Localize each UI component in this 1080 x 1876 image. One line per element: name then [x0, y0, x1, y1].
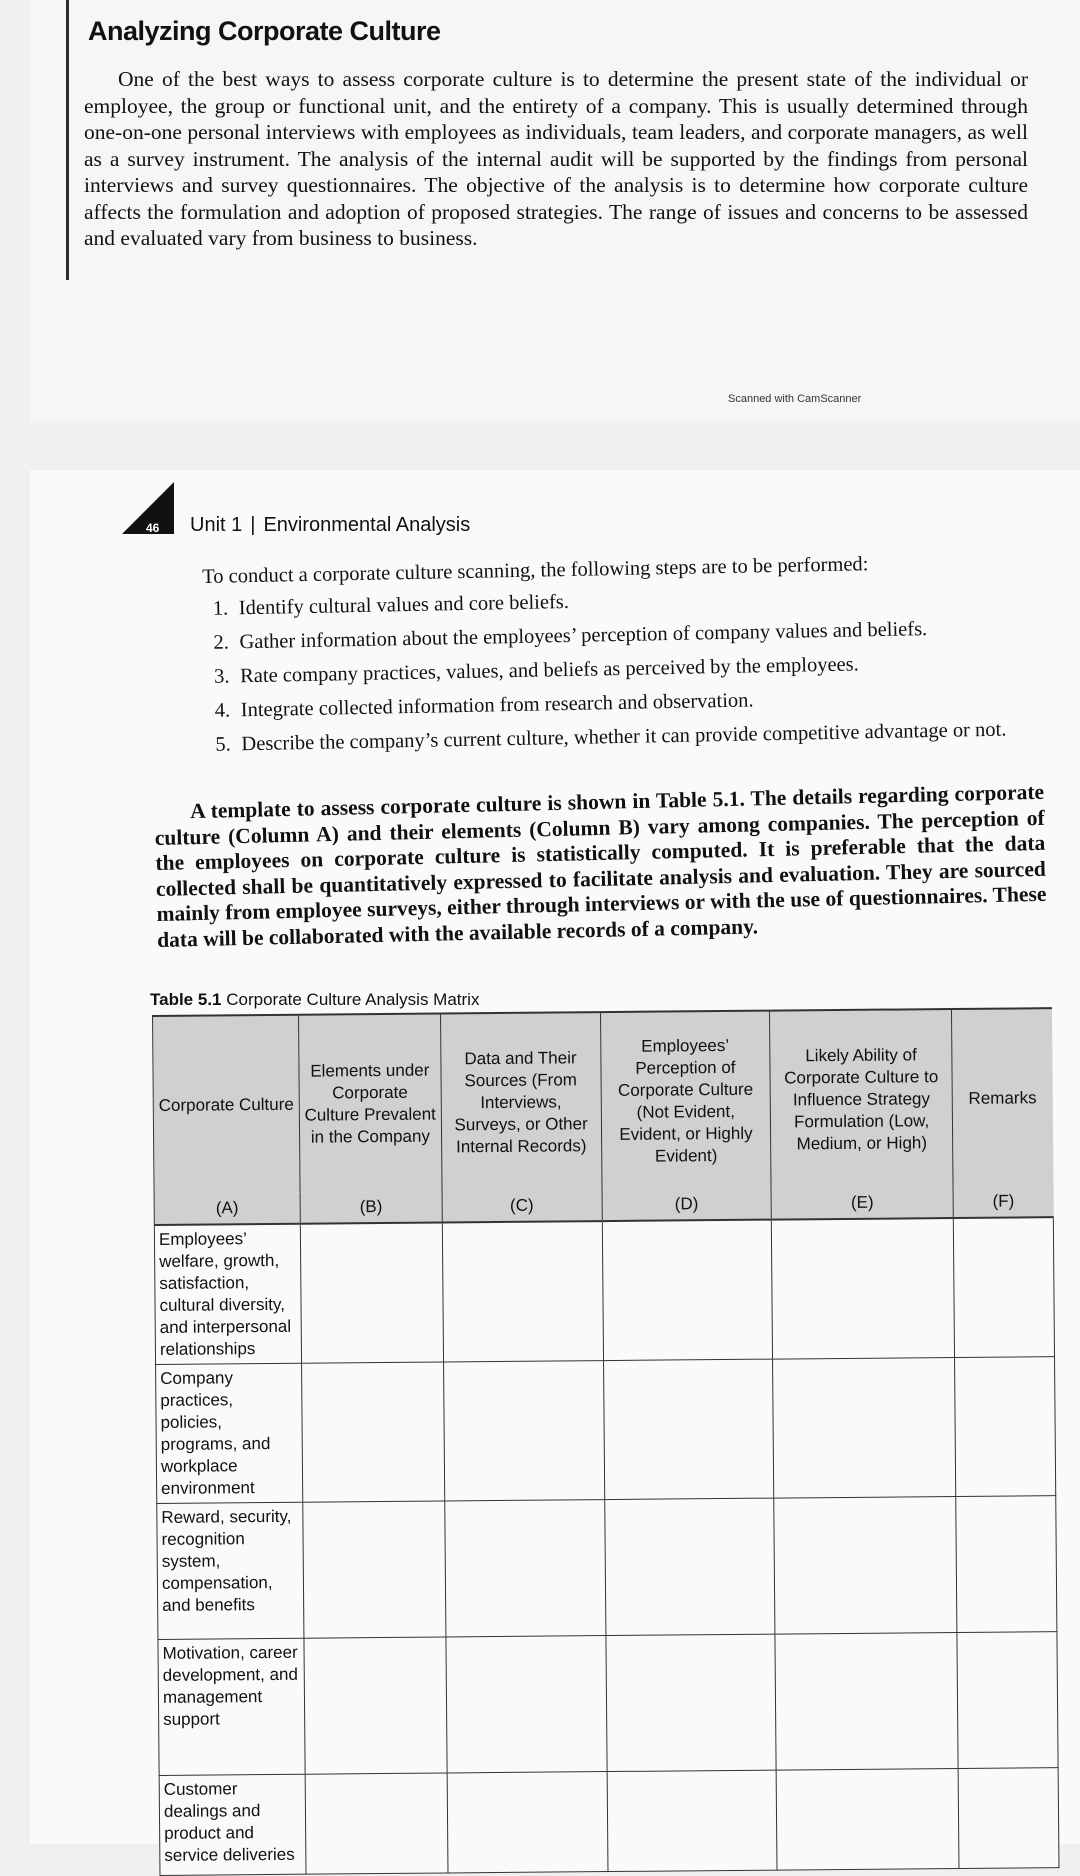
empty-cell — [301, 1362, 444, 1502]
empty-cell — [447, 1772, 608, 1873]
row-label: Customer dealings and product and service deliveries — [159, 1774, 306, 1875]
scanned-page-46 — [30, 470, 1080, 1865]
empty-cell — [956, 1496, 1057, 1633]
scanner-watermark: Scanned with CamScanner — [728, 393, 862, 405]
empty-cell — [604, 1498, 775, 1635]
empty-cell — [775, 1632, 958, 1770]
empty-cell — [957, 1632, 1058, 1769]
empty-cell — [444, 1500, 605, 1637]
scanned-page-top — [30, 0, 1080, 423]
culture-analysis-matrix — [152, 1007, 1059, 1876]
unit-label: Unit 1 — [190, 514, 243, 536]
column-letter: (C) — [442, 1190, 602, 1222]
intro-paragraph: One of the best ways to assess corporate culture is to determine the present state of the individual or employee, the group or functional unit, and the entirety of a company. This is usually determined through one-on-one personal interviews with employees as individuals, team leaders, and corporate managers, as well as a survey instrument. The analysis of the internal audit will be supported by the findings from personal interviews and survey questionnaires. The objective of the analysis is to determine how corporate culture affects the formulation and adoption of proposed strategies. The range of issues and concerns to be assessed and evaluated vary from business to business. — [84, 67, 1028, 250]
steps-intro: To conduct a corporate culture scanning, the following steps are to be performed: — [202, 553, 869, 588]
running-header: Unit 1 | Environmental Analysis — [190, 514, 471, 536]
empty-cell — [772, 1218, 955, 1359]
empty-cell — [305, 1773, 448, 1874]
empty-cell — [605, 1634, 776, 1771]
table-row — [159, 1768, 1059, 1876]
column-letter: (B) — [300, 1191, 442, 1223]
list-item: 2. Gather information about the employees’ perception of company values and beliefs. — [213, 618, 928, 654]
empty-cell — [607, 1770, 778, 1871]
column-letter: (A) — [154, 1193, 300, 1225]
steps-block — [202, 549, 1066, 766]
empty-cell — [776, 1768, 959, 1870]
empty-cell — [958, 1768, 1059, 1869]
header-cell: Corporate Culture — [153, 1015, 300, 1194]
list-item: 1. Identify cultural values and core beliefs. — [212, 590, 570, 620]
empty-cell — [304, 1637, 447, 1774]
list-item: 3. Rate company practices, values, and beliefs as perceived by the employees. — [213, 653, 859, 688]
list-item: 5. Describe the company’s current culture, whether it can provide competitive advantage or not. — [215, 718, 1007, 756]
empty-cell — [955, 1357, 1056, 1497]
table-row — [157, 1496, 1057, 1640]
empty-cell — [446, 1636, 607, 1773]
empty-cell — [774, 1497, 957, 1635]
header-cell: Elements under Corporate Culture Prevalent in the Company — [298, 1013, 441, 1192]
empty-cell — [953, 1217, 1054, 1357]
row-label: Company practices, policies, programs, and workplace environment — [156, 1363, 303, 1503]
column-letter: (D) — [602, 1189, 772, 1221]
empty-cell — [303, 1501, 446, 1638]
row-label: Motivation, career development, and management support — [158, 1638, 305, 1775]
page-number: 46 — [146, 521, 160, 535]
header-cell: Data and Their Sources (From Interviews, Surveys, or Other Internal Records) — [440, 1012, 601, 1191]
column-letter: (F) — [953, 1186, 1053, 1218]
row-label: Reward, security, recognition system, compensation, and benefits — [157, 1502, 304, 1639]
empty-cell — [602, 1220, 773, 1361]
table-row — [156, 1357, 1056, 1504]
header-cell: Employees’ Perception of Corporate Culture (Not Evident, Evident, or Highly Evident) — [600, 1011, 771, 1190]
section-title: Analyzing Corporate Culture — [88, 16, 441, 46]
page-edge-shadow — [66, 0, 69, 280]
steps-list — [203, 580, 1066, 756]
column-letter: (E) — [771, 1187, 953, 1220]
header-cell: Likely Ability of Corporate Culture to Influence Strategy Formulation (Low, Medium, or High) — [770, 1009, 953, 1189]
header-cell: Remarks — [952, 1008, 1054, 1187]
unit-section: Environmental Analysis — [263, 514, 471, 536]
empty-cell — [300, 1222, 443, 1363]
template-paragraph: A template to assess corporate culture is shown in Table 5.1. The details regarding corporate culture (Column A) and their elements (Column B) vary among companies. The perception of the employees on corporate culture is statistically computed. It is preferable that the data collected shall be quantitatively expressed to facilitate analysis and evaluation. They are sourced mainly from employee surveys, either through interviews or with the use of questionnaires. These data will be collaborated with the available records of a company. — [154, 779, 1047, 952]
empty-cell — [773, 1358, 956, 1499]
table-caption: Table 5.1 Corporate Culture Analysis Matrix — [150, 990, 480, 1009]
row-label: Employees’ welfare, growth, satisfaction, cultural diversity, and interpersonal relationships — [154, 1224, 301, 1365]
empty-cell — [443, 1361, 604, 1501]
list-item: 4. Integrate collected information from research and observation. — [214, 689, 754, 722]
table-row — [154, 1217, 1054, 1364]
empty-cell — [442, 1221, 603, 1362]
table-row — [158, 1632, 1058, 1776]
empty-cell — [603, 1359, 774, 1499]
